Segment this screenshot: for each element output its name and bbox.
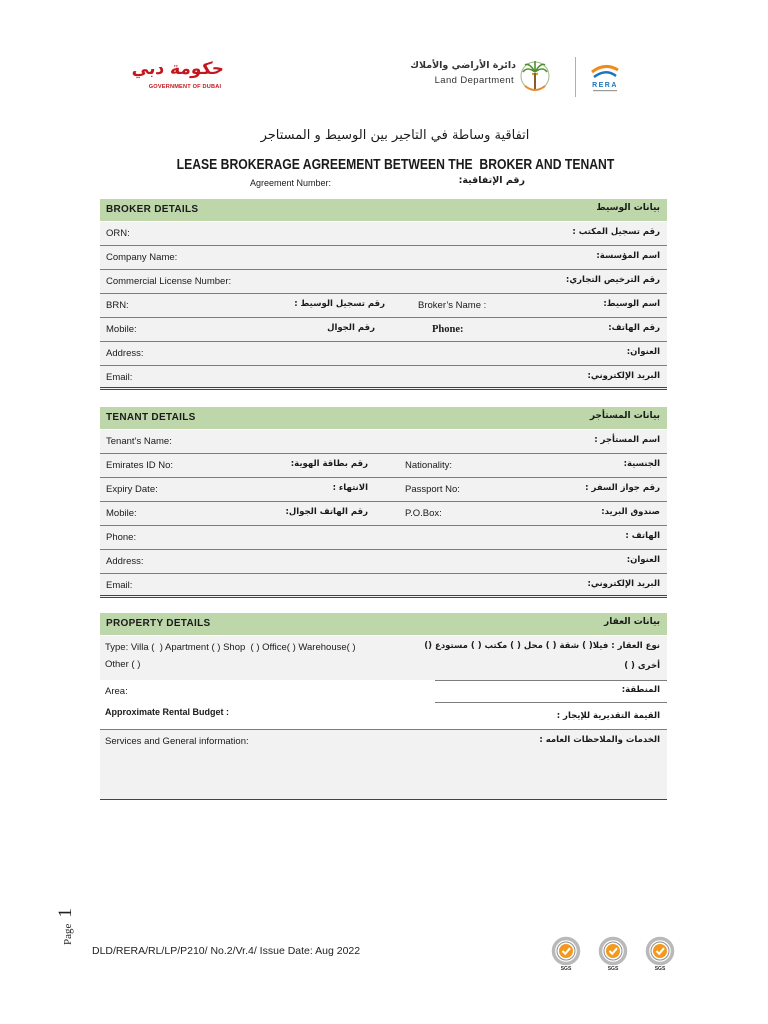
tenant-phone-label-arabic: الهاتف :: [625, 531, 660, 541]
nationality-label-arabic: الجنسية:: [623, 459, 660, 469]
government-of-dubai-logo: [130, 55, 226, 97]
po-box-label-arabic: صندوق البريد:: [601, 507, 660, 517]
logo-divider: [575, 57, 576, 97]
rental-budget-label: Approximate Rental Budget :: [105, 707, 230, 717]
tenant-name-label-arabic: اسم المستأجر :: [594, 435, 660, 445]
sgs-certification-seal-icon: [644, 936, 676, 972]
expiry-date-label: Expiry Date:: [106, 484, 158, 495]
broker-email-label: Email:: [106, 372, 133, 383]
property-type-options: Type: Villa ( ) Apartment ( ) Shop ( ) Office( ) Warehouse( ): [105, 642, 356, 653]
tenant-name-row: [100, 430, 667, 454]
document-title-text: LEASE BROKERAGE AGREEMENT BETWEEN THE BROKER AND TENANT: [176, 157, 614, 173]
document-reference: DLD/RERA/RL/LP/P210/ No.2/Vr.4/ Issue Date: Aug 2022: [92, 945, 361, 957]
tenant-phone-label: Phone:: [106, 532, 137, 543]
property-type-other-option: Other ( ): [105, 659, 141, 670]
broker-address-label-arabic: العنوان:: [626, 347, 660, 357]
property-type-other-option-arabic: أخرى ( ): [624, 661, 660, 671]
services-information-label: Services and General information:: [105, 736, 249, 747]
land-department-logo: [410, 56, 554, 98]
brn-label-arabic: رقم تسجيل الوسيط :: [294, 299, 385, 309]
passport-no-label: Passport No:: [405, 484, 460, 495]
rental-budget-label-arabic: القيمة التقديرية للإيجار :: [556, 711, 660, 721]
emirates-id-label-arabic: رقم بطاقة الهوية:: [290, 459, 368, 469]
orn-label-arabic: رقم تسجيل المكتب :: [572, 227, 660, 237]
broker-name-label: Broker’s Name :: [418, 300, 487, 311]
brn-label: BRN:: [106, 300, 129, 311]
broker-address-label: Address:: [106, 348, 144, 359]
dld-logo-arabic-text: دائرة الأراضي والأملاك: [410, 60, 516, 71]
broker-orn-row: [100, 222, 667, 246]
broker-commercial-license-row: [100, 270, 667, 294]
page-number: [55, 895, 77, 945]
property-section-header: [100, 613, 667, 635]
document-title-arabic: اتفاقية وساطة في التاجير بين الوسيط و المستاجر: [260, 128, 530, 143]
broker-section-title: BROKER DETAILS: [106, 204, 199, 215]
broker-phone-label: Phone:: [432, 324, 464, 335]
broker-section-title-arabic: بيانات الوسيط: [596, 203, 660, 213]
page-label: Page: [62, 923, 74, 945]
gov-logo-english-text: GOVERNMENT OF DUBAI: [148, 84, 222, 90]
services-information-box: [100, 729, 667, 800]
dld-logo-english-text: Land Department: [434, 75, 514, 86]
tenant-emirates-id-row: [100, 454, 667, 478]
orn-label: ORN:: [106, 228, 130, 239]
sgs-seal-text: SGS: [560, 966, 572, 972]
tenant-address-row: [100, 550, 667, 574]
property-section-title-arabic: بيانات العقار: [604, 617, 660, 627]
tenant-email-row: [100, 574, 667, 598]
tenant-mobile-row: [100, 502, 667, 526]
services-information-label-arabic: الخدمات والملاحظات العامه :: [539, 735, 660, 745]
sgs-seal-text: SGS: [607, 966, 619, 972]
gov-logo-arabic-text: حكومة دبي: [130, 59, 226, 79]
tenant-address-label-arabic: العنوان:: [626, 555, 660, 565]
tenant-email-label: Email:: [106, 580, 133, 591]
nationality-label: Nationality:: [405, 460, 452, 471]
company-name-label-arabic: اسم المؤسسة:: [596, 251, 660, 261]
po-box-label: P.O.Box:: [405, 508, 442, 519]
palm-tree-emblem-icon: [519, 56, 551, 96]
expiry-date-label-arabic: الانتهاء :: [332, 483, 368, 493]
area-label-arabic: المنطقة:: [621, 685, 660, 695]
broker-email-row: [100, 366, 667, 390]
tenant-mobile-label-arabic: رقم الهاتف الجوال:: [285, 507, 368, 517]
commercial-license-label: Commercial License Number:: [106, 276, 232, 287]
company-name-label: Company Name:: [106, 252, 178, 263]
broker-mobile-row: [100, 318, 667, 342]
broker-email-label-arabic: البريد الإلكتروني:: [587, 371, 660, 381]
rera-logo: [586, 58, 624, 96]
tenant-section-title: TENANT DETAILS: [106, 412, 196, 423]
emirates-id-label: Emirates ID No:: [106, 460, 174, 471]
broker-phone-label-arabic: رقم الهاتف:: [608, 323, 660, 333]
broker-section-header: [100, 199, 667, 221]
property-type-options-arabic: نوع العقار : فيلا( ) شقة ( ) محل ( ) مكتب ( ) مستودع (): [424, 641, 660, 651]
page-number-value: 1: [55, 908, 76, 918]
commercial-license-label-arabic: رقم الترخيص التجاري:: [565, 275, 660, 285]
agreement-number-label-arabic: رقم الإتفاقية:: [458, 175, 525, 186]
area-label: Area:: [105, 686, 128, 697]
sgs-certification-seal-icon: [597, 936, 629, 972]
tenant-email-label-arabic: البريد الإلكتروني:: [587, 579, 660, 589]
agreement-number-label: Agreement Number:: [250, 178, 332, 188]
broker-mobile-label: Mobile:: [106, 324, 137, 335]
tenant-name-label: Tenant’s Name:: [106, 436, 172, 447]
property-section-title: PROPERTY DETAILS: [106, 618, 211, 629]
property-type-row: [100, 636, 667, 680]
sgs-certification-seal-icon: [550, 936, 582, 972]
property-area-row: [100, 680, 667, 703]
rental-budget-row: [100, 703, 667, 729]
tenant-address-label: Address:: [106, 556, 144, 567]
tenant-details-section: [100, 407, 667, 598]
tenant-phone-row: [100, 526, 667, 550]
rera-tagline-mark: [593, 90, 617, 91]
passport-no-label-arabic: رقم جواز السفر :: [585, 483, 660, 493]
broker-company-name-row: [100, 246, 667, 270]
broker-mobile-label-arabic: رقم الجوال: [327, 323, 375, 333]
rera-logo-text: RERA: [592, 82, 618, 89]
property-details-section: [100, 613, 667, 800]
tenant-expiry-row: [100, 478, 667, 502]
tenant-mobile-label: Mobile:: [106, 508, 137, 519]
sgs-seal-text: SGS: [654, 966, 666, 972]
broker-address-row: [100, 342, 667, 366]
broker-name-label-arabic: اسم الوسيط:: [603, 299, 660, 309]
document-title: [100, 156, 690, 174]
broker-details-section: [100, 199, 667, 390]
tenant-section-title-arabic: بيانات المستأجر: [589, 411, 660, 421]
broker-brn-row: [100, 294, 667, 318]
tenant-section-header: [100, 407, 667, 429]
rera-blue-swoosh: [594, 72, 616, 77]
